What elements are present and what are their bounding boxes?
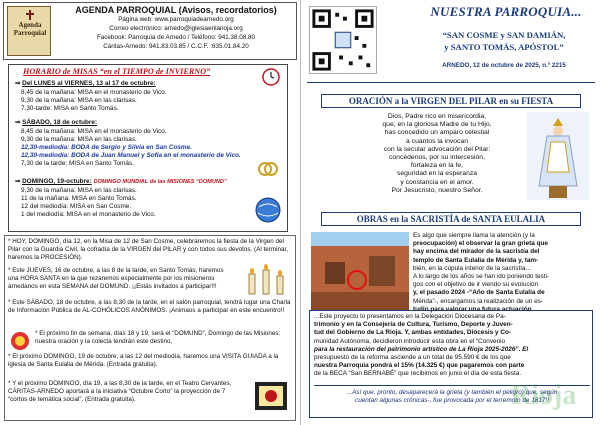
weekday-line-2: 9,30 de la mañana: MISA en las clarisas. <box>21 97 137 104</box>
prayer-line: con la secular advocación del Pilar: <box>383 145 491 153</box>
aviso-6: * Y el próximo DOMINGO, día 19, a las 8,30 de la tarde, en el Teatro Cervantes, CÁRITAS-ARNEDO aportará a la iniciativa “Octubre Corto” la proyección de 7 “cortos de temática social”. (Entrada gratuita). <box>8 380 232 403</box>
prayer-line: fortaleza en la fe, <box>410 162 464 170</box>
section-weekdays-head: ⇒ Del LUNES al VIERNES, 13 al 17 de octubre: <box>15 80 156 87</box>
prayer-line: a cuantos la invocan <box>406 137 468 145</box>
obras-title: OBRAS en la SACRISTÍA de SANTA EULALIA <box>321 212 581 226</box>
obras-line: ...Este proyecto lo presentamos en la Delegación Diocesana de Pa- <box>314 313 506 320</box>
obras-line: presupuesto de la reforma asciende a un total de 95.590 € de los que <box>314 354 511 362</box>
bulletin-date: ARNEDO, 12 de octubre de 2025, n.º 2215 <box>442 62 566 69</box>
bulletin-title: NUESTRA PARROQUIA... <box>430 4 582 19</box>
caritas-line: Cáritas-Arnedo: 941.83.03.85 / C.C.F. :635.01.84.20 <box>103 43 249 50</box>
section-sunday-head: ⇒ DOMINGO, 19-octubre: DOMINGO MUNDIAL de las MISIONES “DOMUND” <box>15 178 227 185</box>
obras-line: Es algo que siempre llama la atención (y la <box>413 232 535 239</box>
virgen-del-pilar-image <box>527 112 589 200</box>
prayer-line: Por Jesucristo, nuestro Señor. <box>391 186 483 194</box>
prayer-line: y constancia en el amor. <box>400 178 474 186</box>
sunday-line-2: 11 de la mañana: MISA en Santo Tomás. <box>21 195 137 202</box>
obras-line: tudio para valorar una futura actuación... <box>413 305 537 313</box>
clock-icon <box>261 67 281 87</box>
obras-line: Mérida”-, encargamos la realización de un es- <box>413 297 544 305</box>
bulletin-subtitle-1: “SAN COSME y SAN DAMIÁN, <box>442 30 566 40</box>
web-line[interactable]: Página web: www.parroquiadearnedo.org <box>118 16 234 23</box>
obras-line: tud del Gobierno de La Rioja. Y, ambas entidades, Diócesis y Co- <box>314 329 511 337</box>
quote-line-2: cuentan algunas crónicas-, fue provocada por el terremoto de 1817!! <box>355 397 549 405</box>
sacristy-photo <box>311 232 409 310</box>
obras-line: gos con el objetivo de ir viendo su evolución <box>413 281 539 289</box>
prayer-line: que, en la gloriosa Madre de tu Hijo, <box>382 121 492 129</box>
rings-icon <box>255 155 281 181</box>
prayer-line: has concedido un amparo celestial <box>384 129 490 137</box>
obras-line: bién, en la cúpula interior de la sacristía... <box>413 264 531 272</box>
saturday-line-5: 7,30 de la tarde: MISA en Santo Tomás. <box>21 160 134 167</box>
obras-line: hay encima del mirador de la sacristía del <box>413 248 540 256</box>
agenda-title: AGENDA PARROQUIAL (Avisos, recordatorios) <box>75 5 277 15</box>
cross-icon <box>26 10 34 20</box>
saturday-line-4: 12,30-mediodía: BODA de Juan Manuel y Sofía en el monasterio de Vico. <box>21 152 241 159</box>
avisos-box <box>4 235 296 421</box>
logo-line-2: Parroquial <box>13 29 47 37</box>
horario-title: HORARIO de MISAS “en el TIEMPO de INVIERNO” <box>23 67 211 76</box>
weekday-line-1: 8,45 de la mañana: MISA en el monasterio de Vico. <box>21 89 167 96</box>
qr-code-icon[interactable] <box>309 6 377 74</box>
obras-line: nuestra Parroquia pondrá el 15% (14.325 €) que pagaremos con parte <box>314 362 525 370</box>
quote-line-1: ...Así que, pronto, desaparecerá la grieta (y también el peligro) que, según <box>346 389 558 396</box>
obras-line: preocupación) el observar la gran grieta que <box>413 240 548 248</box>
weekday-line-3: 7,30-tarde: MISA en Santo Tomás. <box>21 105 119 112</box>
aviso-2: * Este JUEVES, 16 de octubre, a las 8 de la tarde, en Santo Tomás, haremos una HORA SANTA en la que rezaremos especialmente por los misioneros arnedanos en esta SEMANA del DOMUND. ¡¡Estás invitados a participar!!! <box>8 267 224 290</box>
aviso-4: * El próximo fin de semana, días 18 y 19, será el “DOMUND”, Domingo de las Misiones: nuestra oración y la colecta tendrán este destino. <box>35 330 281 345</box>
sunday-line-3: 12 del mediodía: MISA en San Cosme. <box>21 203 132 210</box>
agenda-logo <box>7 6 51 56</box>
sunday-line-1: 9,30 de la mañana: MISA en las clarisas. <box>21 187 137 194</box>
prayer-line: concédenos, por su intercesión, <box>389 154 485 162</box>
obras-line: munidad Autónoma, decidieron introducir esta obra en el “Convenio <box>314 337 506 345</box>
oracion-title: ORACIÓN a la VIRGEN DEL PILAR en su FIESTA <box>321 94 581 108</box>
aviso-3: * Este SÁBADO, 18 de octubre, a las 8,30 de la tarde, en el salón parroquial, tendrá lugar una Charla de Información Pública de AL-COHÓLICOS ANÓNIMOS. ¡Animaos a participar en este encuentro!! <box>8 299 291 314</box>
logo-line-1: Agenda <box>18 21 42 29</box>
aviso-5: * El próximo DOMINGO, 19 de octubre, a las 12 del mediodía, haremos una VISITA GUIADA a la iglesia de Santa Eulalia de Mérida. (Entrada gratuita). <box>8 353 279 368</box>
saturday-line-3: 12,30-mediodía: BODA de Sergio y Silvia en San Cosme. <box>21 144 192 151</box>
domund-logo-icon <box>9 330 31 352</box>
obras-paragraph-1 <box>413 232 595 314</box>
candles-icon <box>241 264 291 296</box>
domund-globe-icon <box>253 195 283 225</box>
prayer-line: seguridad en la esperanza <box>396 170 478 178</box>
facebook-line: Facebook: Parroquia de Arnedo / Teléfono: 941.38.08.80 <box>96 34 256 41</box>
obras-line: para la restauración del patrimonio artístico de La Rioja 2025-2026”. El <box>314 345 529 353</box>
right-page <box>300 0 600 425</box>
aviso-1: * HOY, DOMINGO, día 12, en la Misa de 12 de San Cosme, celebraremos la fiesta de la Virgen del Pilar con la Guardia Civil, la cofradía de la VIRGEN del PILAR y con todos sus devotos. (Al terminar, haremos la PROCESIÓN). <box>8 238 288 261</box>
rioja-watermark: Rioja <box>511 380 577 411</box>
divider <box>307 82 595 83</box>
email-line[interactable]: Correo electrónico: arnedo@iglesiaenlarioja.org <box>109 25 243 32</box>
obras-line: trimonio y en la Consejería de Cultura, Turismo, Deporte y Juven- <box>314 321 513 329</box>
prayer-line: Dios, Padre rico en misericordia, <box>387 113 487 120</box>
agenda-header <box>3 2 297 60</box>
obras-line: de la BECA “San BERNABÉ” que recibimos en junio el día de esta fiesta. <box>314 370 522 378</box>
obras-paragraph-2 <box>314 313 590 379</box>
saturday-line-2: 9,30 de la mañana: MISA en las clarisas. <box>21 136 137 143</box>
obras-line: templo de Santa Eulalia de Mérida y, tam- <box>413 256 539 264</box>
section-saturday-head: ⇒ SÁBADO, 18 de octubre: <box>15 119 98 126</box>
horario-box <box>8 64 288 232</box>
film-reel-icon <box>251 376 291 416</box>
saturday-line-1: 8,45 de la mañana: MISA en el monasterio de Vico. <box>21 128 167 135</box>
prayer-text <box>357 113 517 195</box>
obras-line: A lo largo de los años se han ido poniendo testi- <box>413 273 550 281</box>
sunday-line-4: 1 del mediodía: MISA en el monasterio de Vico. <box>21 211 156 218</box>
obras-line: y, el pasado 2024 -“Año de Santa Eulalia de <box>413 289 545 297</box>
bulletin-subtitle-2: y SANTO TOMÁS, APÓSTOL” <box>444 42 564 52</box>
